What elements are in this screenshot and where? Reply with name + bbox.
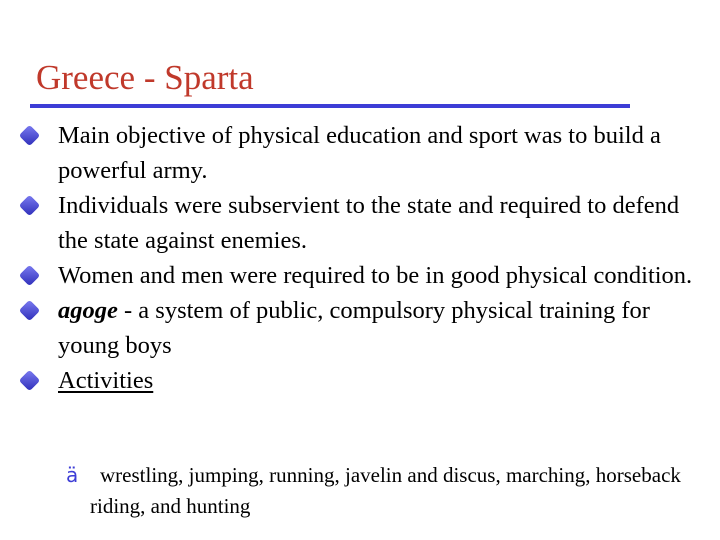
activities-label: Activities (58, 367, 154, 394)
diamond-bullet-icon (19, 195, 40, 216)
bullet-text: Women and men were required to be in good physical condition. (58, 262, 693, 289)
diamond-bullet-icon (19, 370, 40, 391)
bullet-item (22, 363, 702, 398)
diamond-bullet-icon (19, 265, 40, 286)
bullet-item (22, 188, 702, 258)
bullet-item (22, 118, 702, 188)
sub-bullet-text: wrestling, jumping, running, javelin and discus, marching, horseback riding, and hunting (90, 463, 681, 518)
bullet-text: - a system of public, compulsory physical training for young boys (58, 297, 650, 359)
bullet-text: Individuals were subservient to the state and required to defend the state against enemies. (58, 192, 680, 254)
title-underline-rule (30, 104, 630, 108)
sub-bullet-marker: ä (66, 463, 79, 487)
agoge-term: agoge (58, 297, 118, 324)
bullet-text: Main objective of physical education and sport was to build a powerful army. (58, 122, 661, 184)
bullet-list (22, 118, 702, 398)
sub-bullet (66, 460, 690, 522)
slide-title: Greece - Sparta (36, 58, 254, 97)
diamond-bullet-icon (19, 125, 40, 146)
bullet-item (22, 258, 702, 293)
bullet-item (22, 293, 702, 363)
diamond-bullet-icon (19, 300, 40, 321)
